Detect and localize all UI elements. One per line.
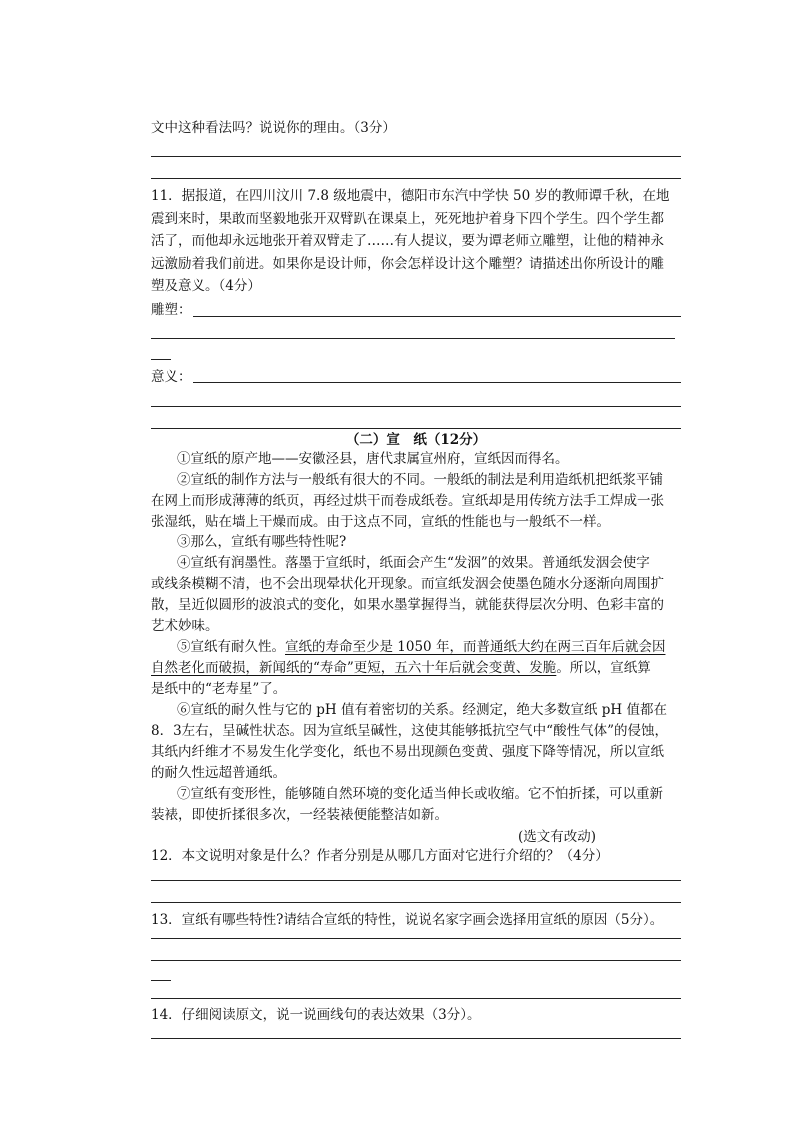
underlined-sentence-part-2: 自然老化而破损，新闻纸的“寿命”更短，五六十年后就会变黄、发脆 xyxy=(151,660,557,676)
q10-answer-line-1[interactable] xyxy=(151,156,681,157)
passage-title: （二）宣 纸（12分） xyxy=(345,432,487,448)
q13-answer-line-1[interactable] xyxy=(151,938,681,939)
q13-answer-stub[interactable] xyxy=(151,980,171,981)
p5-plain-end: 。所以，宣纸算 xyxy=(556,660,651,676)
underlined-sentence-part-1: 宣纸的寿命至少是 1050 年，而普通纸大约在两三百年后就会因 xyxy=(285,639,666,655)
passage-p5-line-1 xyxy=(177,638,665,656)
passage-p7-line-1: ⑦宣纸有变形性，能够随自然环境的变化适当伸长或收缩。它不怕折揉，可以重新 xyxy=(177,786,663,802)
passage-p2-line-1: ②宣纸的制作方法与一般纸有很大的不同。一般纸的制法是利用造纸机把纸浆平铺 xyxy=(177,472,663,488)
sculpture-label: 雕塑： xyxy=(151,302,192,318)
passage-p3: ③那么，宣纸有哪些特性呢? xyxy=(177,534,347,550)
passage-p6-line-1: ⑥宣纸的耐久性与它的 pH 值有着密切的关系。经测定，绝大多数宣纸 pH 值都在 xyxy=(177,702,667,718)
passage-p4-line-1: ④宣纸有润墨性。落墨于宣纸时，纸面会产生“发洇”的效果。普通纸发洇会使字 xyxy=(177,555,650,571)
passage-p1: ①宣纸的原产地——安徽泾县，唐代隶属宣州府，宣纸因而得名。 xyxy=(177,451,569,467)
sculpture-answer-line[interactable] xyxy=(193,316,681,317)
passage-p4-line-3: 散，呈近似圆形的波浪式的变化，如果水墨掌握得当，就能获得层次分明、色彩丰富的 xyxy=(151,597,664,613)
passage-p5-line-2 xyxy=(151,659,651,677)
meaning-label: 意义： xyxy=(151,369,192,385)
passage-p2-line-3: 张湿纸，贴在墙上干燥而成。由于这点不同，宣纸的性能也与一般纸不一样。 xyxy=(151,514,610,530)
q13-prompt: 13．宣纸有哪些特性?请结合宣纸的特性，说说名家字画会选择用宣纸的原因（5分）。 xyxy=(151,912,664,928)
source-note: (选文有改动) xyxy=(518,829,597,845)
q10-prompt-tail: 文中这种看法吗？说说你的理由。（3分） xyxy=(151,120,396,136)
meaning-answer-line[interactable] xyxy=(193,382,681,383)
q12-prompt: 12．本文说明对象是什么？作者分别是从哪几方面对它进行介绍的？（4分） xyxy=(151,848,609,864)
q12-answer-line-2[interactable] xyxy=(151,902,681,903)
passage-p6-line-3: 其纸内纤维才不易发生化学变化，纸也不易出现颜色变黄、强度下降等情况，所以宣纸 xyxy=(151,744,664,760)
sculpture-answer-line-2[interactable] xyxy=(151,338,675,339)
q10-answer-line-2[interactable] xyxy=(151,178,681,179)
passage-p6-line-2: 8．3左右，呈碱性状态。因为宣纸呈碱性，这使其能够抵抗空气中“酸性气体”的侵蚀， xyxy=(151,723,668,739)
q14-prompt: 14．仔细阅读原文，说一说画线句的表达效果（3分）。 xyxy=(151,1007,481,1023)
q11-text-line-5: 塑及意义。（4分） xyxy=(151,278,261,294)
q11-text-line-4: 远激励着我们前进。如果你是设计师，你会怎样设计这个雕塑？请描述出你所设计的雕 xyxy=(151,256,664,272)
sculpture-answer-stub[interactable] xyxy=(151,359,171,360)
q11-text-line-3: 活了，而他却永远地张开着双臂走了……有人提议，要为谭老师立雕塑，让他的精神永 xyxy=(151,233,664,249)
meaning-answer-line-3[interactable] xyxy=(151,428,681,429)
q13-answer-line-3[interactable] xyxy=(151,998,681,999)
passage-p7-line-2: 装裱，即使折揉很多次，一经装裱便能整洁如新。 xyxy=(151,807,448,823)
p5-plain-start: ⑤宣纸有耐久性。 xyxy=(177,639,285,655)
q12-answer-line-1[interactable] xyxy=(151,880,681,881)
q13-answer-line-2[interactable] xyxy=(151,960,681,961)
q11-text-line-2: 震到来时，果敢而坚毅地张开双臂趴在课桌上，死死地护着身下四个学生。四个学生都 xyxy=(151,211,664,227)
q14-answer-line-1[interactable] xyxy=(151,1038,681,1039)
passage-p4-line-2: 或线条模糊不清，也不会出现晕状化开现象。而宣纸发洇会使墨色随水分逐渐向周围扩 xyxy=(151,576,664,592)
passage-p4-line-4: 艺术妙味。 xyxy=(151,618,219,634)
passage-p6-line-4: 的耐久性远超普通纸。 xyxy=(151,765,286,781)
passage-p5-line-3: 是纸中的“老寿星”了。 xyxy=(151,681,287,697)
meaning-answer-line-2[interactable] xyxy=(151,406,681,407)
passage-p2-line-2: 在网上而形成薄薄的纸页，再经过烘干而卷成纸卷。宣纸却是用传统方法手工焊成一张 xyxy=(151,493,664,509)
q11-text-line-1: 11．据报道，在四川汶川 7.8 级地震中，德阳市东汽中学快 50 岁的教师谭千秋，在地 xyxy=(151,188,670,204)
